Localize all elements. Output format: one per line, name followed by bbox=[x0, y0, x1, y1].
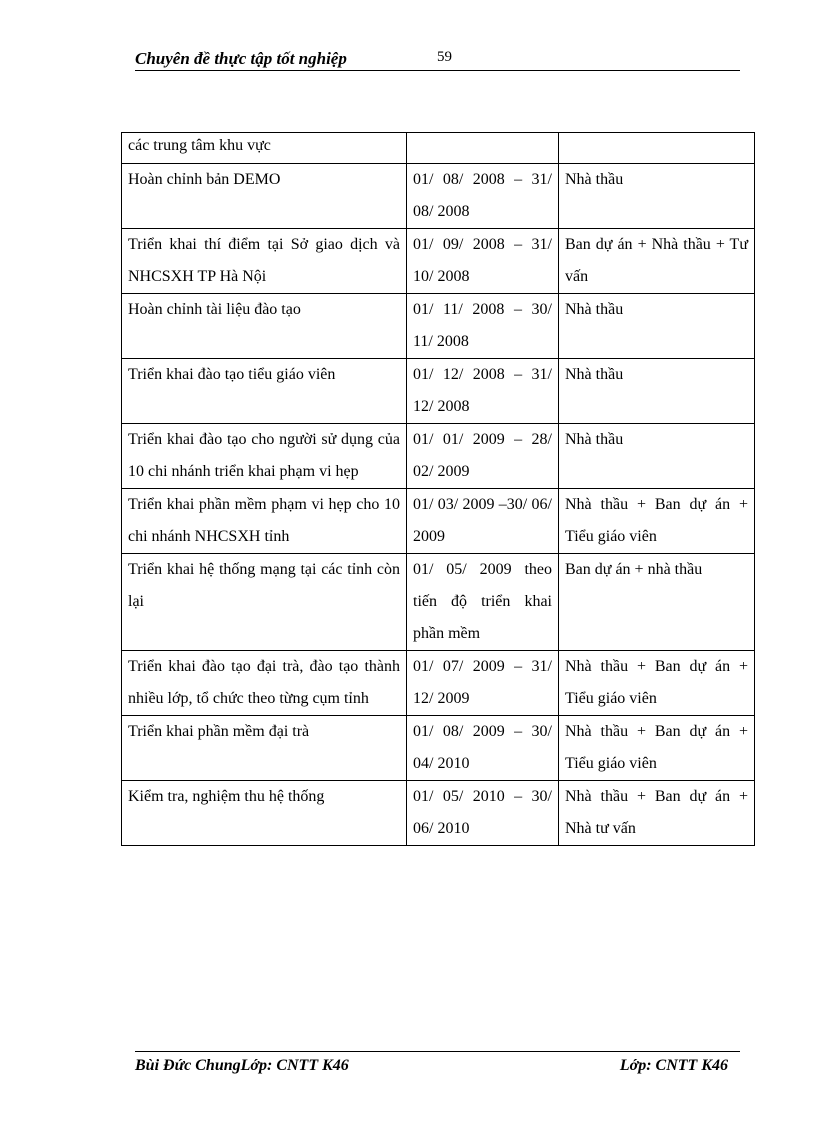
task-cell: Hoàn chỉnh bản DEMO bbox=[122, 164, 407, 229]
task-cell: Triển khai đào tạo đại trà, đào tạo thành nhiều lớp, tổ chức theo từng cụm tỉnh bbox=[122, 651, 407, 716]
owner-cell: Nhà thầu bbox=[559, 294, 755, 359]
table-row bbox=[122, 554, 755, 651]
table-row bbox=[122, 781, 755, 846]
time-cell: 01/ 05/ 2010 – 30/ 06/ 2010 bbox=[407, 781, 559, 846]
page-header bbox=[135, 48, 740, 71]
table-row bbox=[122, 294, 755, 359]
task-cell: Triển khai phần mềm phạm vi hẹp cho 10 chi nhánh NHCSXH tỉnh bbox=[122, 489, 407, 554]
owner-cell: Nhà thầu + Ban dự án + Tiểu giáo viên bbox=[559, 716, 755, 781]
schedule-table bbox=[121, 132, 755, 846]
time-cell: 01/ 01/ 2009 – 28/ 02/ 2009 bbox=[407, 424, 559, 489]
table-row bbox=[122, 489, 755, 554]
footer-class: Lớp: CNTT K46 bbox=[619, 1057, 728, 1074]
task-cell: Triển khai thí điểm tại Sở giao dịch và NHCSXH TP Hà Nội bbox=[122, 229, 407, 294]
owner-cell: Nhà thầu bbox=[559, 164, 755, 229]
table-row bbox=[122, 651, 755, 716]
task-cell: Triển khai đào tạo tiểu giáo viên bbox=[122, 359, 407, 424]
document-title: Chuyên đề thực tập tốt nghiệp bbox=[135, 49, 347, 68]
table-row bbox=[122, 716, 755, 781]
table-row bbox=[122, 164, 755, 229]
time-cell: 01/ 09/ 2008 – 31/ 10/ 2008 bbox=[407, 229, 559, 294]
owner-cell: Nhà thầu + Ban dự án + Tiểu giáo viên bbox=[559, 651, 755, 716]
owner-cell bbox=[559, 133, 755, 164]
table-row bbox=[122, 229, 755, 294]
table-row bbox=[122, 359, 755, 424]
table-row bbox=[122, 133, 755, 164]
footer-author-class: Bùi Đức ChungLớp: CNTT K46 bbox=[135, 1057, 349, 1074]
task-cell: Triển khai hệ thống mạng tại các tỉnh còn lại bbox=[122, 554, 407, 651]
time-cell: 01/ 12/ 2008 – 31/ 12/ 2008 bbox=[407, 359, 559, 424]
owner-cell: Nhà thầu + Ban dự án + Nhà tư vấn bbox=[559, 781, 755, 846]
owner-cell: Nhà thầu bbox=[559, 359, 755, 424]
task-cell: Kiểm tra, nghiệm thu hệ thống bbox=[122, 781, 407, 846]
owner-cell: Ban dự án + nhà thầu bbox=[559, 554, 755, 651]
time-cell: 01/ 03/ 2009 –30/ 06/ 2009 bbox=[407, 489, 559, 554]
table-row bbox=[122, 424, 755, 489]
time-cell: 01/ 07/ 2009 – 31/ 12/ 2009 bbox=[407, 651, 559, 716]
time-cell: 01/ 05/ 2009 theo tiến độ triển khai phần mềm bbox=[407, 554, 559, 651]
task-cell: Hoàn chỉnh tài liệu đào tạo bbox=[122, 294, 407, 359]
time-cell: 01/ 11/ 2008 – 30/ 11/ 2008 bbox=[407, 294, 559, 359]
task-cell: Triển khai phần mềm đại trà bbox=[122, 716, 407, 781]
time-cell: 01/ 08/ 2008 – 31/ 08/ 2008 bbox=[407, 164, 559, 229]
owner-cell: Nhà thầu bbox=[559, 424, 755, 489]
task-cell: các trung tâm khu vực bbox=[122, 133, 407, 164]
time-cell bbox=[407, 133, 559, 164]
owner-cell: Nhà thầu + Ban dự án + Tiểu giáo viên bbox=[559, 489, 755, 554]
page-number: 59 bbox=[437, 49, 452, 65]
task-cell: Triển khai đào tạo cho người sử dụng của 10 chi nhánh triển khai phạm vi hẹp bbox=[122, 424, 407, 489]
time-cell: 01/ 08/ 2009 – 30/ 04/ 2010 bbox=[407, 716, 559, 781]
owner-cell: Ban dự án + Nhà thầu + Tư vấn bbox=[559, 229, 755, 294]
page-footer bbox=[135, 1051, 740, 1078]
